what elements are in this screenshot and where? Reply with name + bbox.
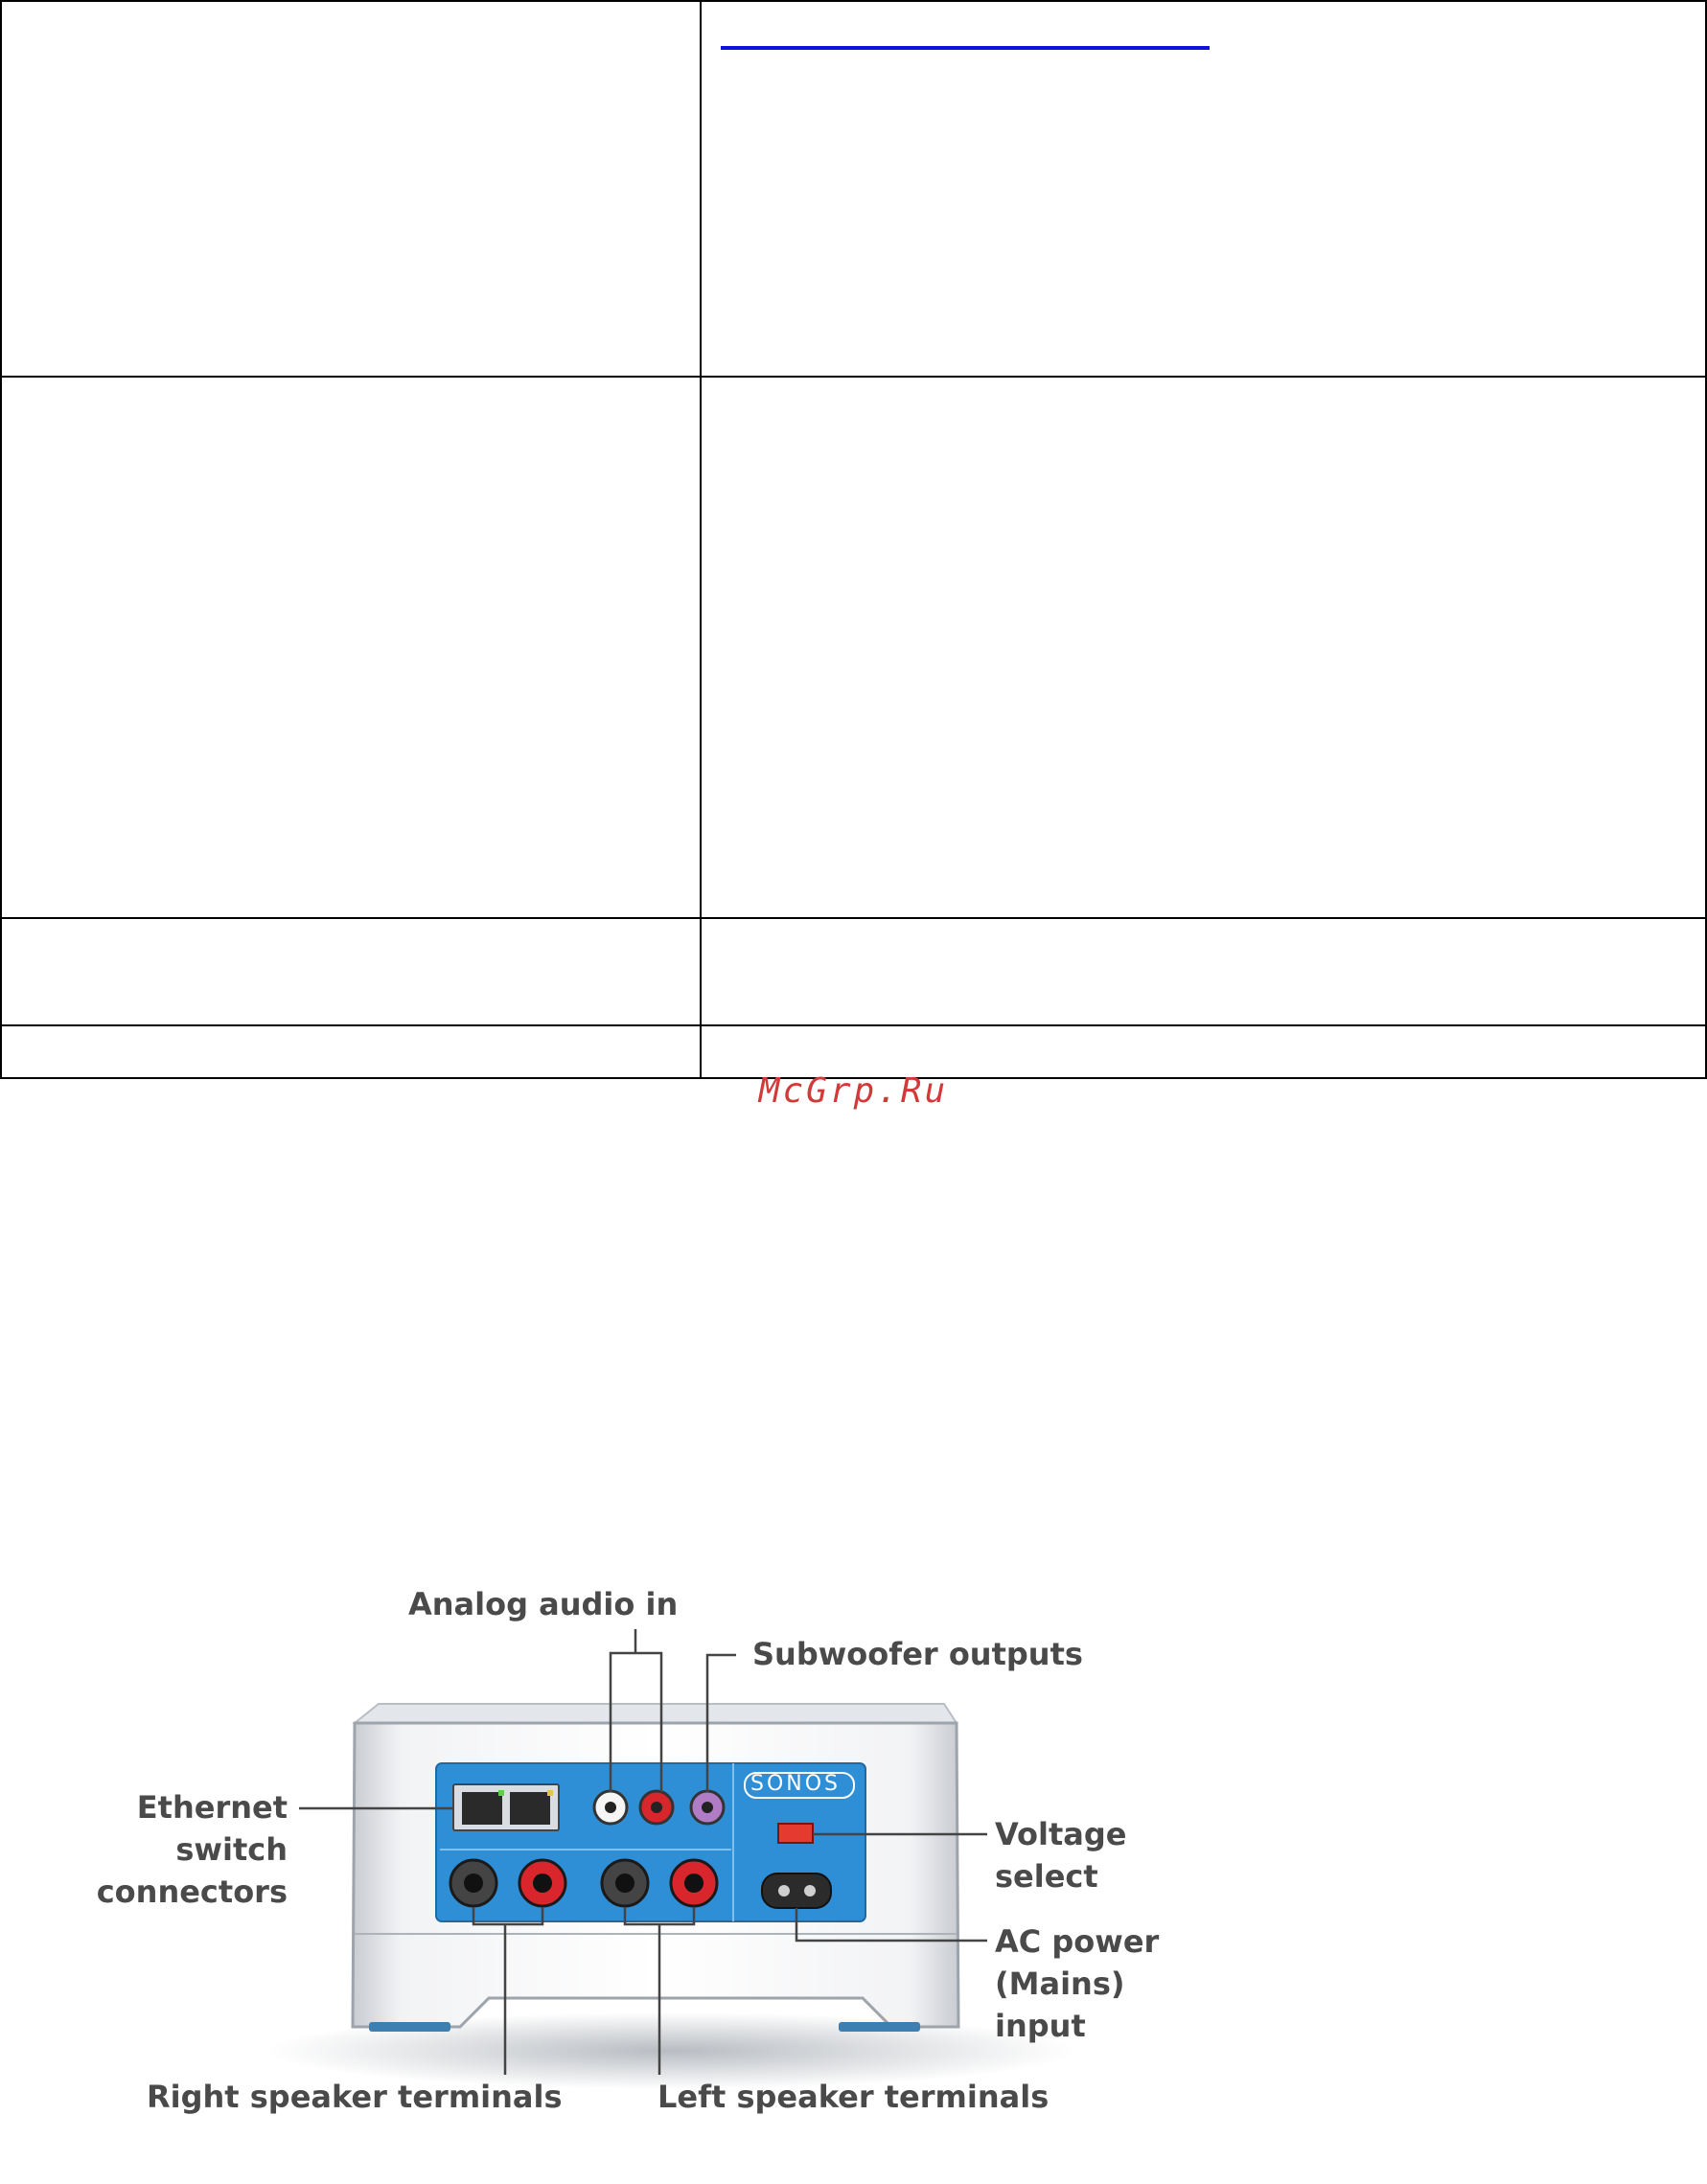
voltage-label-line2: select xyxy=(995,1858,1098,1895)
right-speaker-terminals-label: Right speaker terminals xyxy=(147,2079,563,2115)
analog-audio-in-label: Analog audio in xyxy=(408,1586,679,1622)
ac-power-label-line2: (Mains) xyxy=(995,1966,1125,2002)
device-foot xyxy=(839,2022,920,2032)
table-cell xyxy=(702,2,1707,378)
top-grille xyxy=(355,1704,957,1723)
device-foot xyxy=(369,2022,450,2032)
table-cell xyxy=(2,919,702,1026)
table-cell xyxy=(2,378,702,919)
ethernet-label-line1: Ethernet xyxy=(136,1789,288,1826)
left-speaker-terminals-label: Left speaker terminals xyxy=(657,2079,1050,2115)
ethernet-label-line2: switch xyxy=(175,1831,288,1868)
ethernet-label-line3: connectors xyxy=(96,1874,288,1910)
brand-logo: SONOS xyxy=(750,1772,842,1796)
table-cell xyxy=(702,378,1707,919)
spec-table xyxy=(0,0,1707,1079)
table-cell xyxy=(702,919,1707,1026)
ac-power-label-line1: AC power xyxy=(995,1923,1160,1960)
table-cell xyxy=(2,2,702,378)
ac-power-label-line3: input xyxy=(995,2008,1086,2044)
subwoofer-outputs-label: Subwoofer outputs xyxy=(752,1636,1083,1672)
ac-power-inlet xyxy=(762,1874,831,1908)
device-rear-panel-figure xyxy=(0,1533,1707,2184)
watermark: McGrp.Ru xyxy=(758,1071,949,1111)
hyperlink-underline[interactable] xyxy=(721,46,1210,50)
voltage-label-line1: Voltage xyxy=(995,1816,1127,1852)
voltage-select-switch xyxy=(778,1824,813,1843)
